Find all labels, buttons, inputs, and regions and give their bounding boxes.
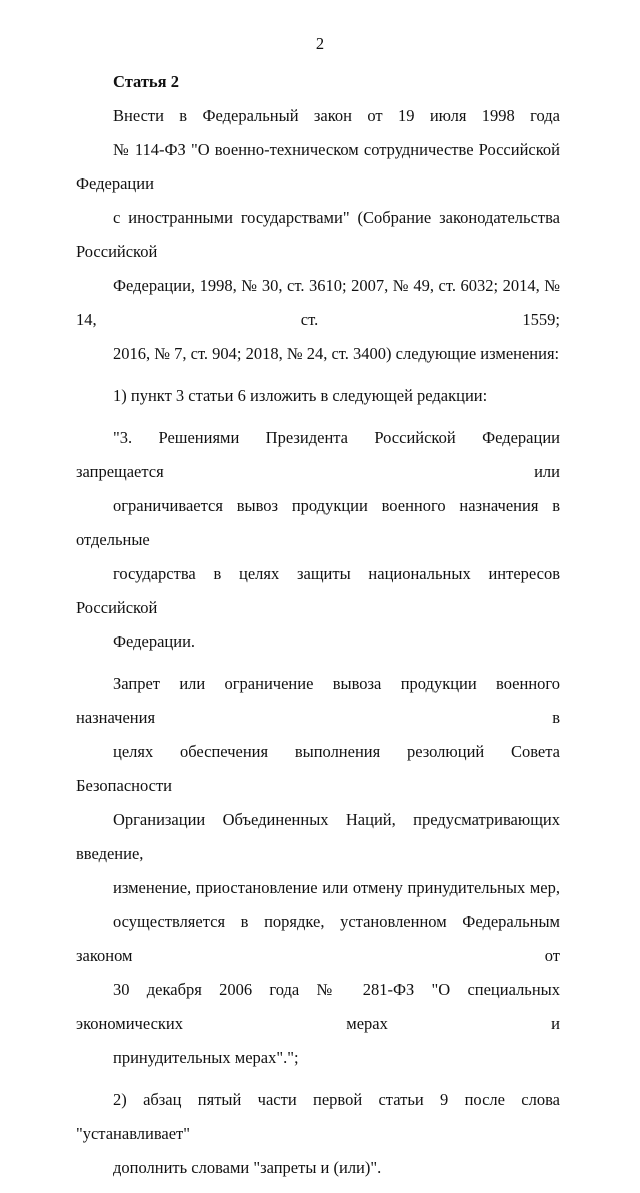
- text-line: 2016, № 7, ст. 904; 2018, № 24, ст. 3400) следующие изменения:: [113, 344, 560, 363]
- text-line: Запрет или ограничение вывоза продукции военного назначения в: [76, 674, 560, 727]
- text-line: государства в целях защиты национальных интересов Российской: [76, 564, 560, 617]
- text-line: "3. Решениями Президента Российской Федерации запрещается или: [76, 428, 560, 481]
- text-line: № 114-ФЗ "О военно-техническом сотрудничестве Российской Федерации: [76, 140, 560, 193]
- text-line: изменение, приостановление или отмену принудительных мер,: [113, 878, 560, 897]
- article-heading: Статья 2: [113, 72, 179, 91]
- text-line: 2) абзац пятый части первой статьи 9 после слова "устанавливает": [76, 1090, 560, 1143]
- paragraph-item-1: [76, 379, 560, 413]
- text-line: Федерации.: [113, 632, 196, 651]
- paragraph-point-3: [76, 421, 560, 659]
- paragraph-item-2: [76, 1083, 560, 1185]
- text-line: Организации Объединенных Наций, предусматривающих введение,: [76, 810, 560, 863]
- text-line: 1) пункт 3 статьи 6 изложить в следующей редакции:: [113, 386, 488, 405]
- page-number: 2: [315, 34, 325, 53]
- text-line: дополнить словами "запреты и (или)".: [113, 1158, 382, 1177]
- paragraph-export-ban: [76, 667, 560, 1075]
- text-line: целях обеспечения выполнения резолюций Совета Безопасности: [76, 742, 560, 795]
- text-line: 30 декабря 2006 года № 281-ФЗ "О специальных экономических мерах и: [76, 980, 560, 1033]
- text-line: осуществляется в порядке, установленном Федеральным законом от: [76, 912, 560, 965]
- text-line: Внести в Федеральный закон от 19 июля 1998 года: [113, 106, 560, 125]
- paragraph-amendment-intro: [76, 99, 560, 371]
- text-line: с иностранными государствами" (Собрание законодательства Российской: [76, 208, 560, 261]
- document-body: [76, 99, 560, 1193]
- text-line: ограничивается вывоз продукции военного назначения в отдельные: [76, 496, 560, 549]
- text-line: принудительных мерах".";: [113, 1048, 299, 1067]
- text-line: Федерации, 1998, № 30, ст. 3610; 2007, № 49, ст. 6032; 2014, № 14, ст. 1559;: [76, 276, 560, 329]
